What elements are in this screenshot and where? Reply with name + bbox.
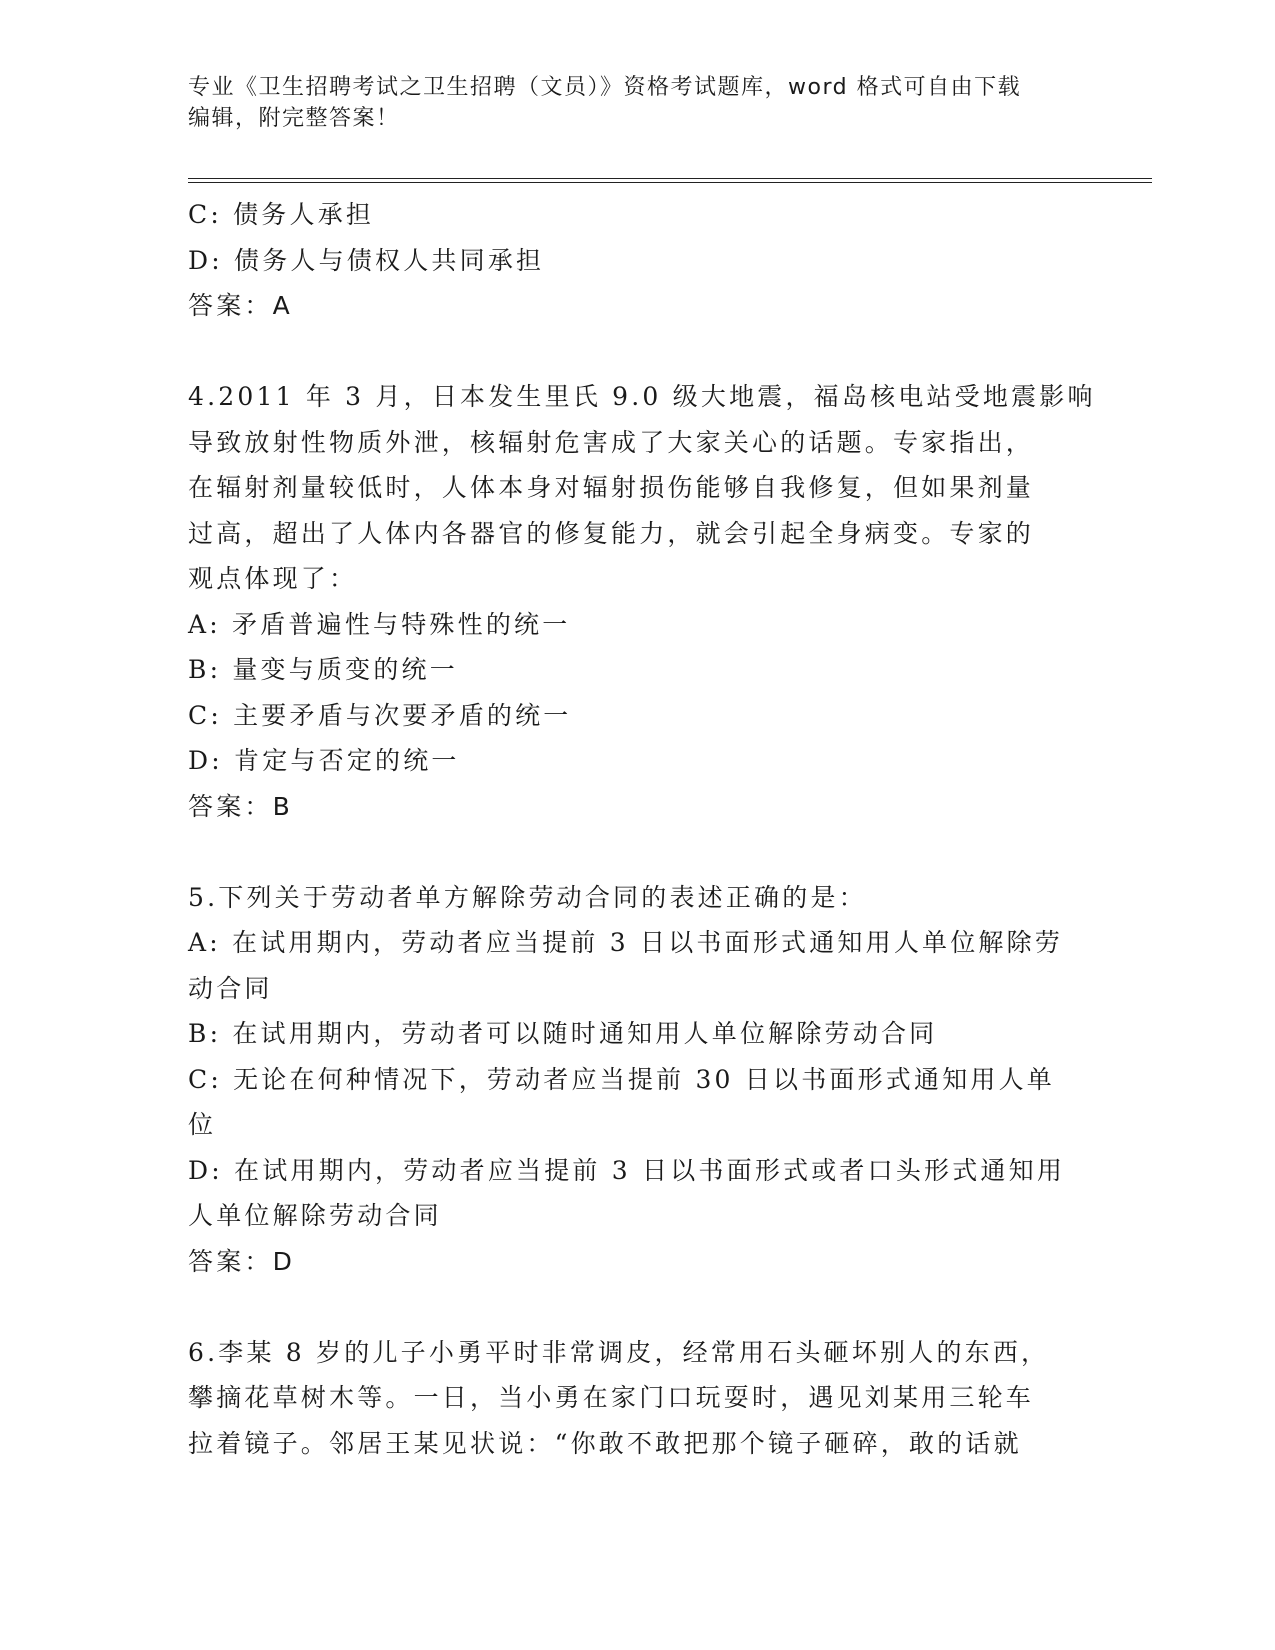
q3-option-c: C: 债务人承担 [188,200,375,229]
q6-stem-line: 6.李某 8 岁的儿子小勇平时非常调皮，经常用石头砸坏别人的东西， [188,1337,1050,1367]
q5-option-c-line: C: 无论在何种情况下，劳动者应当提前 30 日以书面形式通知用人单 [188,1064,1056,1094]
spacer [188,329,1088,375]
question-6 [188,1330,1088,1467]
header-line-2: 编辑，附完整答案！ [188,106,400,131]
q5-stem: 5.下列关于劳动者单方解除劳动合同的表述正确的是： [188,882,867,912]
q5-option-d-line: D: 在试用期内，劳动者应当提前 3 日以书面形式或者口头形式通知用 [188,1155,1066,1185]
document-body [188,192,1096,1466]
q4-stem-line: 4.2011 年 3 月，日本发生里氏 9.0 级大地震，福岛核电站受地震影响 [188,382,1096,411]
q6-stem-line: 攀摘花草树木等。一日，当小勇在家门口玩耍时，遇见刘某用三轮车 [188,1383,1035,1412]
q4-option-c: C: 主要矛盾与次要矛盾的统一 [188,700,572,730]
header-divider-top [188,178,1152,179]
q5-option-a-line: 动合同 [188,973,273,1003]
q4-option-d: D: 肯定与否定的统一 [188,746,460,775]
q4-option-b: B: 量变与质变的统一 [188,655,458,684]
q5-option-d-line: 人单位解除劳动合同 [188,1201,442,1230]
q4-stem-line: 在辐射剂量较低时，人体本身对辐射损伤能够自我修复，但如果剂量 [188,473,1035,502]
q3-answer: 答案：A [188,291,293,320]
q4-stem-line: 观点体现了： [188,564,358,593]
q5-answer: 答案：D [188,1246,296,1276]
page-header [188,72,1088,134]
spacer [188,829,1088,875]
header-divider-bottom [188,182,1152,183]
q4-stem-line: 导致放射性物质外泄，核辐射危害成了大家关心的话题。专家指出， [188,427,1035,457]
q4-option-a: A: 矛盾普遍性与特殊性的统一 [188,609,571,639]
q4-stem-line: 过高，超出了人体内各器官的修复能力，就会引起全身病变。专家的 [188,518,1035,548]
header-line-1: 专业《卫生招聘考试之卫生招聘（文员）》资格考试题库，word 格式可自由下载 [188,75,1022,100]
q4-answer: 答案：B [188,791,293,821]
q5-option-c-line: 位 [188,1110,217,1139]
q3-option-d: D: 债务人与债权人共同承担 [188,245,545,275]
q5-option-b: B: 在试用期内，劳动者可以随时通知用人单位解除劳动合同 [188,1019,938,1048]
q5-option-a-line: A: 在试用期内，劳动者应当提前 3 日以书面形式通知用人单位解除劳 [188,928,1064,957]
question-3 [188,192,1088,329]
spacer [188,1284,1088,1330]
q6-stem-line: 拉着镜子。邻居王某见状说：“你敢不敢把那个镜子砸碎，敢的话就 [188,1428,1022,1458]
question-5 [188,875,1088,1285]
question-4 [188,374,1096,829]
